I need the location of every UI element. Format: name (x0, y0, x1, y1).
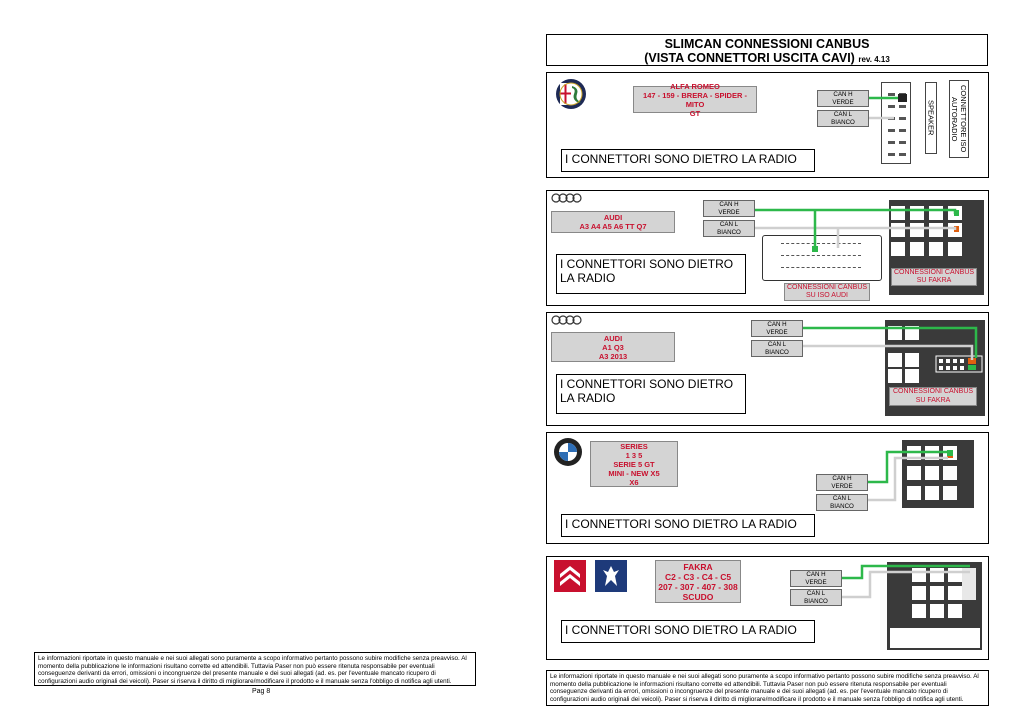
audi1-brand: AUDI (603, 213, 623, 222)
can-l-label: CAN L BIANCO (817, 110, 869, 127)
speaker-connector: SPEAKER (925, 82, 937, 154)
panel4-note: I CONNETTORI SONO DIETRO LA RADIO (561, 514, 815, 537)
alfa-models: 147 - 159 - BRERA - SPIDER - MITO (643, 90, 747, 109)
can-h-label: CAN H VERDE (817, 90, 869, 107)
audi2-models-2: A3 2013 (598, 351, 628, 361)
iso-radio-connector: CONNETTORE ISO AUTORADIO (949, 80, 969, 158)
iso-audi-label: CONNESSIONI CANBUS SU ISO AUDI (784, 283, 870, 301)
wire-can-l (803, 346, 972, 360)
title-line-2: (VISTA CONNETTORI USCITA CAVI) rev. 4.13 (644, 51, 890, 65)
can-l-label: CAN L BIANCO (816, 494, 868, 511)
psa-line-1: FAKRA (683, 561, 713, 572)
fakra-label-2: CONNESSIONI CANBUS SU FAKRA (889, 387, 977, 406)
bmw-line-3: SERIE 5 GT (613, 459, 655, 469)
can-h-label: CAN H VERDE (816, 474, 868, 491)
alfa-models-2: GT (689, 108, 701, 118)
psa-line-2: C2 - C3 - C4 - C5 (664, 571, 732, 582)
wire-can-l (755, 228, 955, 230)
panel5-note: I CONNETTORI SONO DIETRO LA RADIO (561, 620, 815, 643)
wire-connector (812, 246, 818, 252)
alfa-brand: ALFA ROMEO (670, 81, 720, 91)
disclaimer-right: Le informazioni riportate in questo manuale e nei suoi allegati sono puramente a scopo informativo pertanto possono subire modifiche senza preavviso. Al momento della pubblicazione le informazioni risultano corrette ed attendibili. Tuttavia Paser non può essere ritenuta responsabile per eventuali conseguenze derivanti da errori, omissioni o incongruenze del presente manuale e dei suoi allegati (ad. es. per l'eventuale mancato ricupero di configurazioni audio originali dei veicoli). Paser si riserva il diritto di migliorare/modificare il prodotto e il manuale senza l'obbligo di notifica agli utenti. (546, 670, 989, 706)
panel2-note: I CONNETTORI SONO DIETRO LA RADIO (556, 254, 746, 294)
page-number: Pag 8 (252, 688, 271, 695)
wire-can-l (868, 458, 948, 500)
can-l-label: CAN L BIANCO (790, 589, 842, 606)
bmw-line-1: SERIES (620, 441, 648, 451)
psa-line-4: SCUDO (682, 591, 714, 602)
can-l-label: CAN L BIANCO (703, 220, 755, 237)
psa-line-3: 207 - 307 - 407 - 308 (658, 581, 738, 592)
audi1-models: A3 A4 A5 A6 TT Q7 (579, 222, 647, 231)
wire-can-h (803, 328, 976, 358)
can-h-label: CAN H VERDE (790, 570, 842, 587)
bmw-line-5: X6 (629, 477, 639, 487)
fakra-label-1: CONNESSIONI CANBUS SU FAKRA (891, 268, 977, 286)
audi2-brand: AUDI (603, 333, 623, 343)
bmw-line-4: MINI - NEW X5 (608, 468, 660, 478)
disclaimer-left: Le informazioni riportate in questo manuale e nei suoi allegati sono puramente a scopo informativo pertanto possono subire modifiche senza preavviso. Al momento della pubblicazione le informazioni risultano corrette ed attendibili. Tuttavia Paser non può essere ritenuta responsabile per eventuali conseguenze derivanti da errori, omissioni o incongruenze del presente manuale e dei suoi allegati (ad. es. per l'eventuale mancato ricupero di configurazioni audio originali dei veicoli). Paser si riserva il diritto di migliorare/modificare il prodotto e il manuale senza l'obbligo di notifica agli utenti. (34, 652, 476, 686)
audi2-models-1: A1 Q3 (602, 342, 624, 352)
wire-can-h (868, 452, 948, 482)
revision-label: rev. 4.13 (858, 55, 890, 64)
panel1-note: I CONNETTORI SONO DIETRO LA RADIO (561, 149, 815, 172)
can-l-label: CAN L BIANCO (751, 340, 803, 357)
bmw-line-2: 1 3 5 (625, 450, 643, 460)
title-line-1: SLIMCAN CONNESSIONI CANBUS (664, 37, 870, 51)
can-h-label: CAN H VERDE (703, 200, 755, 217)
can-h-label: CAN H VERDE (751, 320, 803, 337)
wire-can-h (755, 210, 955, 214)
panel3-note: I CONNETTORI SONO DIETRO LA RADIO (556, 374, 746, 414)
wire-connector (898, 94, 907, 102)
